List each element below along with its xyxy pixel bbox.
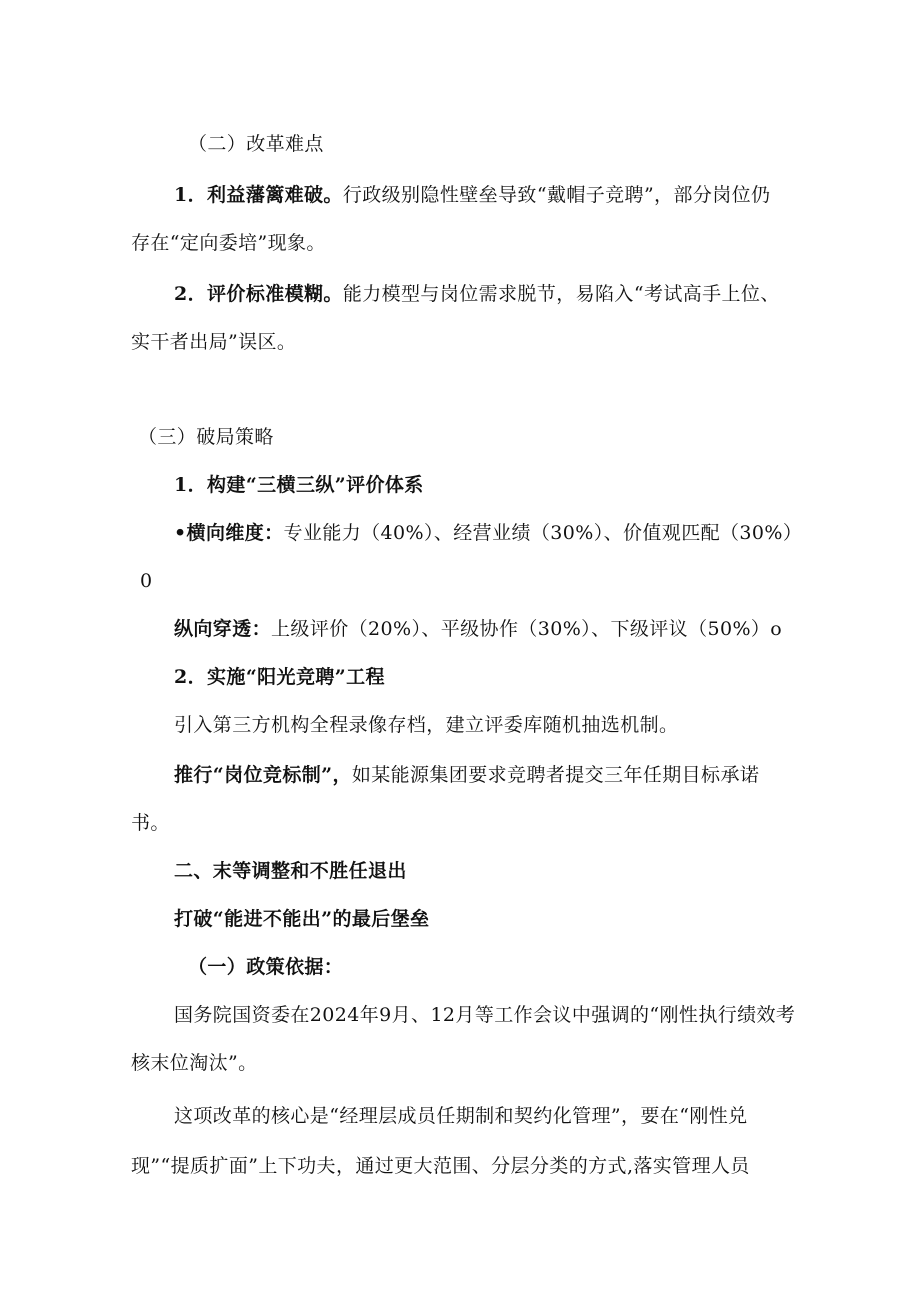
paragraph-continuation: 现”“提质扩面”上下功夫，通过更大范围、分层分类的方式,落实管理人员: [131, 1155, 750, 1177]
paragraph-continuation: 核末位淘汰”。: [131, 1052, 258, 1074]
paragraph-text: 行政级别隐性壁垒导致“戴帽子竞聘”，部分岗位仍: [342, 184, 771, 206]
paragraph-continuation: 存在“定向委培”现象。: [131, 232, 326, 254]
paragraph-text: 如某能源集团要求竞聘者提交三年任期目标承诺: [351, 764, 760, 786]
section-heading-policy-basis: （一）政策依据：: [188, 956, 344, 978]
paragraph-text: 专业能力（40%）、经营业绩（30%）、价值观匹配（30%）: [283, 522, 803, 544]
paragraph-horizontal-dimension: [174, 520, 802, 546]
paragraph-sasac-policy: 国务院国资委在2024年9月、12月等工作会议中强调的“刚性执行绩效考: [174, 1004, 796, 1026]
subheading-evaluation-system: 1．构建“三横三纵”评价体系: [174, 474, 424, 496]
paragraph-bidding-system: [174, 762, 759, 788]
paragraph-lead: 推行“岗位竞标制”，: [174, 764, 352, 786]
paragraph-vertical-penetration: [174, 616, 782, 642]
chapter-heading-exit-mechanism: 二、末等调整和不胜任退出: [174, 860, 407, 882]
paragraph-lead: 纵向穿透：: [174, 618, 272, 640]
paragraph-interest-barriers: [174, 182, 770, 208]
paragraph-text: 上级评价（20%）、平级协作（30%）、下级评议（50%）o: [271, 618, 783, 640]
subheading-sunshine-recruitment: 2．实施“阳光竞聘”工程: [174, 666, 385, 688]
paragraph-reform-core: 这项改革的核心是“经理层成员任期制和契约化管理”，要在“刚性兑: [174, 1105, 748, 1127]
paragraph-text: 能力模型与岗位需求脱节，易陷入“考试高手上位、: [342, 283, 780, 305]
paragraph-continuation: 0: [140, 570, 153, 592]
section-heading-breakthrough-strategy: （三）破局策略: [138, 426, 274, 448]
chapter-subheading: 打破“能进不能出”的最后堡垒: [174, 908, 430, 930]
section-heading-reform-difficulties: （二）改革难点: [188, 133, 324, 155]
paragraph-lead: 1．利益藩篱难破。: [174, 184, 343, 206]
paragraph-third-party: 引入第三方机构全程录像存档，建立评委库随机抽选机制。: [174, 714, 679, 736]
paragraph-evaluation-standard: [174, 281, 780, 307]
paragraph-lead: 2．评价标准模糊。: [174, 283, 343, 305]
paragraph-continuation: 实干者出局”误区。: [131, 331, 297, 353]
paragraph-lead: •横向维度：: [174, 522, 284, 544]
paragraph-continuation: 书。: [131, 812, 170, 834]
